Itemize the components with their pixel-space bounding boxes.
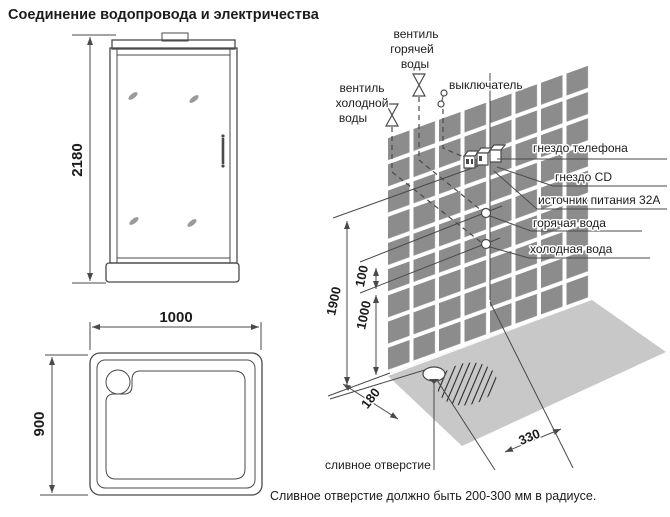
dim-180-label: 180 — [357, 385, 384, 412]
dim-100-label: 100 — [352, 263, 372, 289]
hot-valve-label-3: воды — [400, 57, 430, 71]
power-supply-label: источник питания 32А — [538, 193, 661, 207]
switch-label: выключатель — [449, 78, 523, 92]
hot-valve-label-1: вентиль — [393, 27, 439, 41]
dim-900-label: 900 — [31, 411, 48, 437]
cabin-base — [106, 263, 239, 282]
front-view — [69, 33, 239, 283]
drain-note: Сливное отверстие должно быть 200-300 мм в радиусе. — [270, 489, 597, 503]
tray-seat-circle — [106, 370, 130, 394]
dim-330-label: 330 — [516, 425, 543, 449]
tray-top-view — [31, 309, 262, 495]
page-title: Соединение водопровода и электричества — [8, 7, 319, 23]
hot-valve-icon — [413, 74, 425, 96]
cabin-body — [110, 48, 237, 263]
drain-label: сливное отверстие — [325, 458, 431, 472]
cold-valve-label-3: воды — [338, 111, 368, 125]
glass-reflection-icons — [127, 91, 200, 229]
cold-water-outlet — [482, 240, 491, 249]
hot-water-outlet — [482, 209, 491, 218]
switch-icon — [438, 90, 447, 107]
hot-water-label: горячая вода — [533, 216, 606, 230]
dim-cabin-height — [69, 35, 116, 283]
phone-socket-label: гнездо телефона — [533, 141, 628, 155]
cold-water-label: холодная вода — [530, 242, 613, 256]
cd-socket-label: гнездо CD — [555, 170, 612, 184]
dim-1000w-label: 1000 — [159, 309, 193, 326]
tray-outer — [90, 353, 262, 495]
hot-valve-label-2: горячей — [390, 42, 434, 56]
dim-2180-label: 2180 — [69, 143, 86, 177]
tray-rim — [97, 360, 255, 488]
cold-valve-label-2: холодной — [335, 96, 389, 110]
dim-tray-width — [90, 309, 261, 350]
cold-valve-label-1: вентиль — [339, 81, 385, 95]
dim-1900-label: 1900 — [323, 285, 344, 317]
tray-floor — [106, 371, 245, 479]
dim-tray-depth — [31, 355, 88, 495]
door-handle-icon — [221, 134, 224, 167]
dim-1000h-label: 1000 — [353, 299, 374, 331]
